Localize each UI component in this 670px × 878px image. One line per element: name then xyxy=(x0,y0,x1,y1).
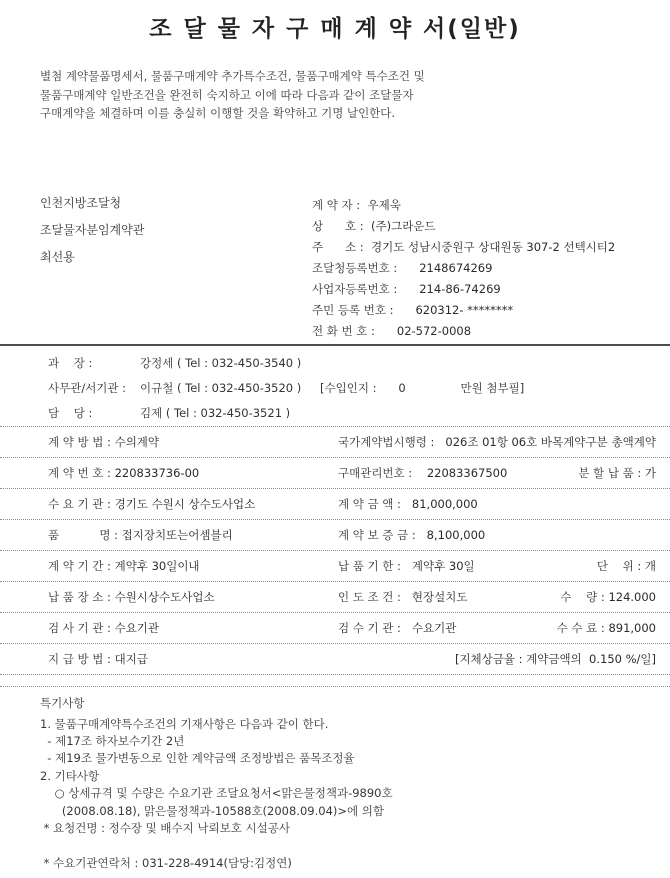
field-label: 분 할 납 품 : xyxy=(578,465,645,480)
field-value: 수원시상수도사업소 xyxy=(114,589,215,604)
special-notes-line: 1. 물품구매계약특수조건의 기재사항은 다음과 같이 한다. xyxy=(40,716,329,731)
field-label: 검 사 기 관 : xyxy=(48,620,115,635)
cell xyxy=(578,465,670,481)
special-notes-line: * 수요기관연락처 : 031-228-4914(담당:김정연) xyxy=(40,855,292,870)
field-label: 구매관리번호 : xyxy=(338,465,427,480)
cell xyxy=(0,465,338,481)
field-label: 계 약 방 법 : xyxy=(48,434,115,449)
field-value: 현장설치도 xyxy=(411,589,468,604)
field-label: 사무관/서기관 : xyxy=(48,381,127,395)
field-value: 2148674269 xyxy=(419,260,493,275)
special-notes-line: * 요청건명 : 정수장 및 배수지 낙뢰보호 시설공사 xyxy=(40,820,290,835)
item-name-row xyxy=(0,520,670,551)
field-label: 계 약 보 증 금 : xyxy=(338,527,427,542)
resident-reg-no-row xyxy=(312,300,670,321)
field-value: 경기도 수원시 상수도사업소 xyxy=(114,496,256,511)
agency-column xyxy=(40,195,312,342)
special-notes-line: - 제19조 물가변동으로 인한 계약금액 조정방법은 품목조정율 xyxy=(40,751,355,766)
field-label: 단 위 : xyxy=(596,558,645,573)
document-title: 조 달 물 자 구 매 계 약 서(일반) xyxy=(149,16,521,42)
field-label: 인 도 조 건 : xyxy=(338,589,412,604)
cell xyxy=(0,620,338,636)
field-label: 국가계약법시행령 : xyxy=(338,434,446,449)
special-notes-section xyxy=(0,687,670,873)
cell xyxy=(338,527,485,543)
officer-row xyxy=(48,376,670,401)
contract-number-row xyxy=(0,458,670,489)
cell xyxy=(338,434,608,450)
special-notes-line: 2. 기타사항 xyxy=(40,768,100,783)
inspection-agency-row xyxy=(0,613,670,644)
field-label: 계 약 금 액 : xyxy=(338,496,412,511)
field-label: 조달청등록번호 : xyxy=(312,260,420,275)
address-row xyxy=(312,237,670,258)
cell xyxy=(0,651,338,667)
field-label: 수 요 기 관 : xyxy=(48,496,115,511)
field-label: 주 소 : xyxy=(312,239,371,254)
cell xyxy=(0,434,338,450)
field-label: 담 당 : xyxy=(48,406,93,420)
field-value: 우제욱 xyxy=(367,197,401,212)
phone-number-row xyxy=(312,321,670,342)
cell xyxy=(0,496,338,512)
preamble-line: 구매계약을 체결하며 이를 충실히 이행할 것을 확약하고 기명 날인한다. xyxy=(40,106,396,120)
officials-section xyxy=(0,346,670,426)
company-name-row xyxy=(312,216,670,237)
field-value: 124.000 xyxy=(608,589,656,604)
delivery-place-row xyxy=(0,582,670,613)
field-label: 납 품 기 한 : xyxy=(338,558,412,573)
preamble-line: 별첨 계약물품명세서, 물품구매계약 추가특수조건, 물품구매계약 특수조건 및 xyxy=(40,69,425,83)
cell xyxy=(597,558,670,574)
field-label: 수 수 료 : xyxy=(556,620,609,635)
cell xyxy=(0,558,338,574)
cell xyxy=(338,589,467,605)
contractor-column xyxy=(312,195,670,342)
field-label: 주민 등록 번호 : xyxy=(312,302,416,317)
field-value: 계약후 30일 xyxy=(411,558,475,573)
staff-row xyxy=(48,401,670,426)
cell xyxy=(338,496,478,512)
field-value: 경기도 성남시중원구 상대원동 307-2 선텍시티2 xyxy=(371,239,616,254)
field-value: 02-572-0008 xyxy=(396,323,472,338)
revenue-stamp-note: [수입인지 : 0 만원 첨부필] xyxy=(320,381,525,395)
payment-method-row xyxy=(0,644,670,675)
business-reg-no-row xyxy=(312,279,670,300)
special-notes-line: (2008.08.18), 맑은물정책과-10588호(2008.09.04)>에 의함 xyxy=(40,803,384,818)
contract-detail-table xyxy=(0,426,670,675)
field-value: 22083367500 xyxy=(426,465,508,480)
cell xyxy=(0,589,338,605)
section-divider-dotted xyxy=(0,675,670,687)
field-label: 수 량 : xyxy=(560,589,609,604)
agency-name: 인천지방조달청 xyxy=(40,195,122,210)
special-notes-heading: 특기사항 xyxy=(40,695,85,710)
cell xyxy=(338,465,507,481)
contractor-name-row xyxy=(312,195,670,216)
field-label: 검 수 기 관 : xyxy=(338,620,412,635)
field-label: 지 급 방 법 : xyxy=(48,651,115,666)
field-value: 620312- ******** xyxy=(415,302,514,317)
field-label: 전 화 번 호 : xyxy=(312,323,397,338)
field-value: 수요기관 xyxy=(411,620,457,635)
field-value: 81,000,000 xyxy=(411,496,478,511)
field-label: 계 약 자 : xyxy=(312,197,368,212)
field-label: 납 품 장 소 : xyxy=(48,589,115,604)
field-label: 사업자등록번호 : xyxy=(312,281,420,296)
demand-agency-row xyxy=(0,489,670,520)
field-value: 220833736-00 xyxy=(114,465,200,480)
field-label: 계 약 번 호 : xyxy=(48,465,115,480)
procurement-reg-no-row xyxy=(312,258,670,279)
field-value: 026조 01항 06호 바목계약구분 xyxy=(445,434,608,449)
cell xyxy=(338,620,456,636)
field-label: 계 약 기 간 : xyxy=(48,558,115,573)
field-value: 수요기관 xyxy=(114,620,160,635)
field-value: 가 xyxy=(644,465,656,480)
agency-officer-name: 최선용 xyxy=(40,249,75,264)
special-notes-line: - 제17조 하자보수기간 2년 xyxy=(40,733,185,748)
field-label: 과 장 : xyxy=(48,356,93,370)
field-label: 품 명 : xyxy=(48,527,122,542)
manager-row xyxy=(48,351,670,376)
field-value: 김제 ( Tel : 032-450-3521 ) xyxy=(140,406,291,420)
field-value: 214-86-74269 xyxy=(419,281,501,296)
cell xyxy=(560,589,670,605)
preamble xyxy=(40,67,520,123)
field-value: 총액계약 xyxy=(611,434,656,449)
agency-officer-title: 조달물자분임계약관 xyxy=(40,222,145,237)
field-value: 이규철 ( Tel : 032-450-3520 ) xyxy=(140,381,302,395)
field-value: 강정세 ( Tel : 032-450-3540 ) xyxy=(140,356,302,370)
cell xyxy=(612,434,670,450)
cell xyxy=(557,620,670,636)
contract-method-row xyxy=(0,427,670,458)
field-value: 8,100,000 xyxy=(426,527,486,542)
special-notes-line: ○ 상세규격 및 수량은 수요기관 조달요청서<맑은물정책과-9890호 xyxy=(40,786,393,801)
field-value: 접지장치또는어셈블리 xyxy=(121,527,233,542)
field-value: 계약후 30일이내 xyxy=(114,558,200,573)
field-value: 대지급 xyxy=(114,651,148,666)
field-value: 개 xyxy=(644,558,656,573)
field-label: 상 호 : xyxy=(312,218,371,233)
special-notes-line xyxy=(40,837,670,854)
parties-section xyxy=(0,195,670,342)
contract-period-row xyxy=(0,551,670,582)
preamble-line: 물품구매계약 일반조건을 완전히 숙지하고 이에 따라 다음과 같이 조달물자 xyxy=(40,87,414,102)
late-penalty-note xyxy=(455,651,670,667)
field-value: [지체상금율 : 계약금액의 0.150 %/일] xyxy=(454,651,656,666)
cell xyxy=(338,558,475,574)
cell xyxy=(0,527,338,543)
field-value: 수의계약 xyxy=(114,434,160,449)
field-value: 891,000 xyxy=(608,620,656,635)
field-value: (주)그라운드 xyxy=(371,218,436,233)
